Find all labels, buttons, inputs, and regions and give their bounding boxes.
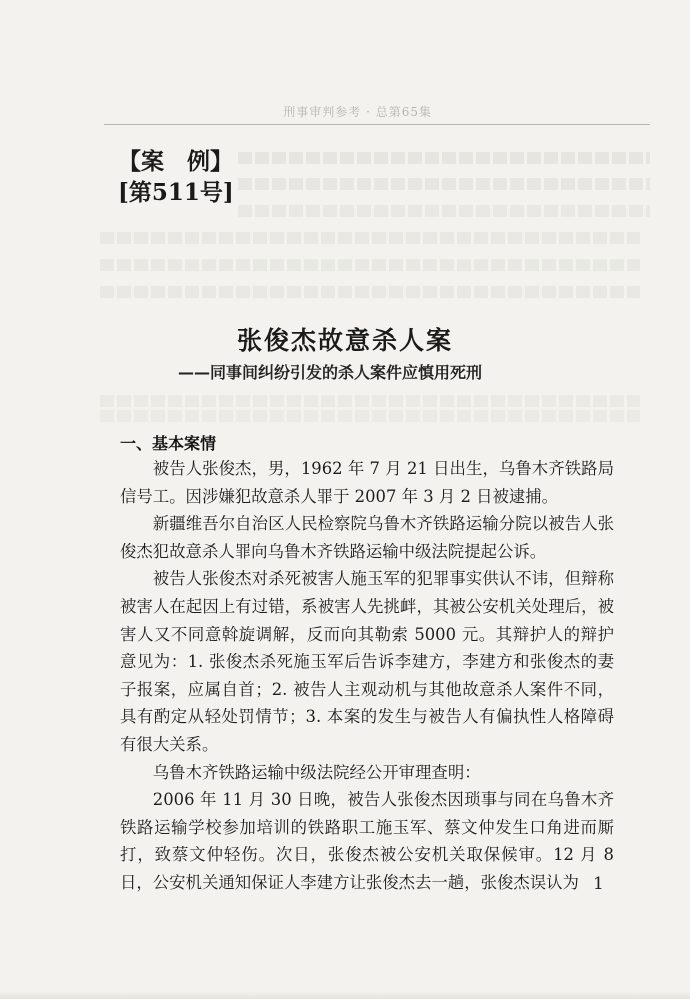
bleed-through-line: [238, 178, 650, 190]
header-rule: [104, 124, 650, 125]
paragraph: 新疆维吾尔自治区人民检察院乌鲁木齐铁路运输分院以被告人张俊杰犯故意杀人罪向乌鲁木齐铁路运输中级法院提起公诉。: [120, 514, 614, 561]
paragraph: 2006 年 11 月 30 日晚，被告人张俊杰因琐事与同在乌鲁木齐铁路运输学校参加培训的铁路职工施玉军、蔡文仲发生口角进而厮打，致蔡文仲轻伤。次日，张俊杰被公安机关取保候审。12 月 8 日，公安机关通知保证人李建方让张俊杰去一趟，张俊杰误认为: [120, 790, 614, 892]
body-text: [120, 455, 614, 897]
bleed-through-line: [238, 205, 650, 217]
section-heading: 一、基本案情: [120, 434, 217, 453]
bleed-through-line: [100, 259, 640, 271]
paragraph: 被告人张俊杰，男，1962 年 7 月 21 日出生，乌鲁木齐铁路局信号工。因涉嫌犯故意杀人罪于 2007 年 3 月 2 日被逮捕。: [120, 459, 614, 506]
paragraph: 被告人张俊杰对杀死被害人施玉军的犯罪事实供认不讳，但辩称被害人在起因上有过错，系被害人先挑衅，其被公安机关处理后，被害人又不同意斡旋调解，反而向其勒索 5000 元。其辩护人的辩护意见为：1. 张俊杰杀死施玉军后告诉李建方，李建方和张俊杰的妻子报案，应属自首；2. 被告人主观动机与其他故意杀人案件不同，具有酌定从轻处罚情节；3. 本案的发生与被告人有偏执性人格障碍有很大关系。: [120, 569, 614, 754]
bleed-through-line: [238, 152, 650, 164]
page-number: 1: [593, 874, 604, 894]
case-title: 张俊杰故意杀人案: [236, 326, 453, 355]
case-label: 【案 例】: [118, 148, 233, 175]
case-subtitle: ——同事间纠纷引发的杀人案件应慎用死刑: [178, 363, 483, 382]
bleed-through-line: [100, 395, 640, 407]
bleed-through-line: [100, 410, 640, 422]
running-head: 刑事审判参考 · 总第65集: [283, 105, 432, 119]
page-bottom-edge: [0, 991, 690, 999]
case-tag: [118, 146, 234, 208]
bleed-through-line: [100, 286, 640, 298]
paragraph: 乌鲁木齐铁路运输中级法院经公开审理查明：: [152, 762, 481, 782]
bleed-through-line: [100, 232, 640, 244]
case-number: [第511号]: [118, 179, 234, 206]
